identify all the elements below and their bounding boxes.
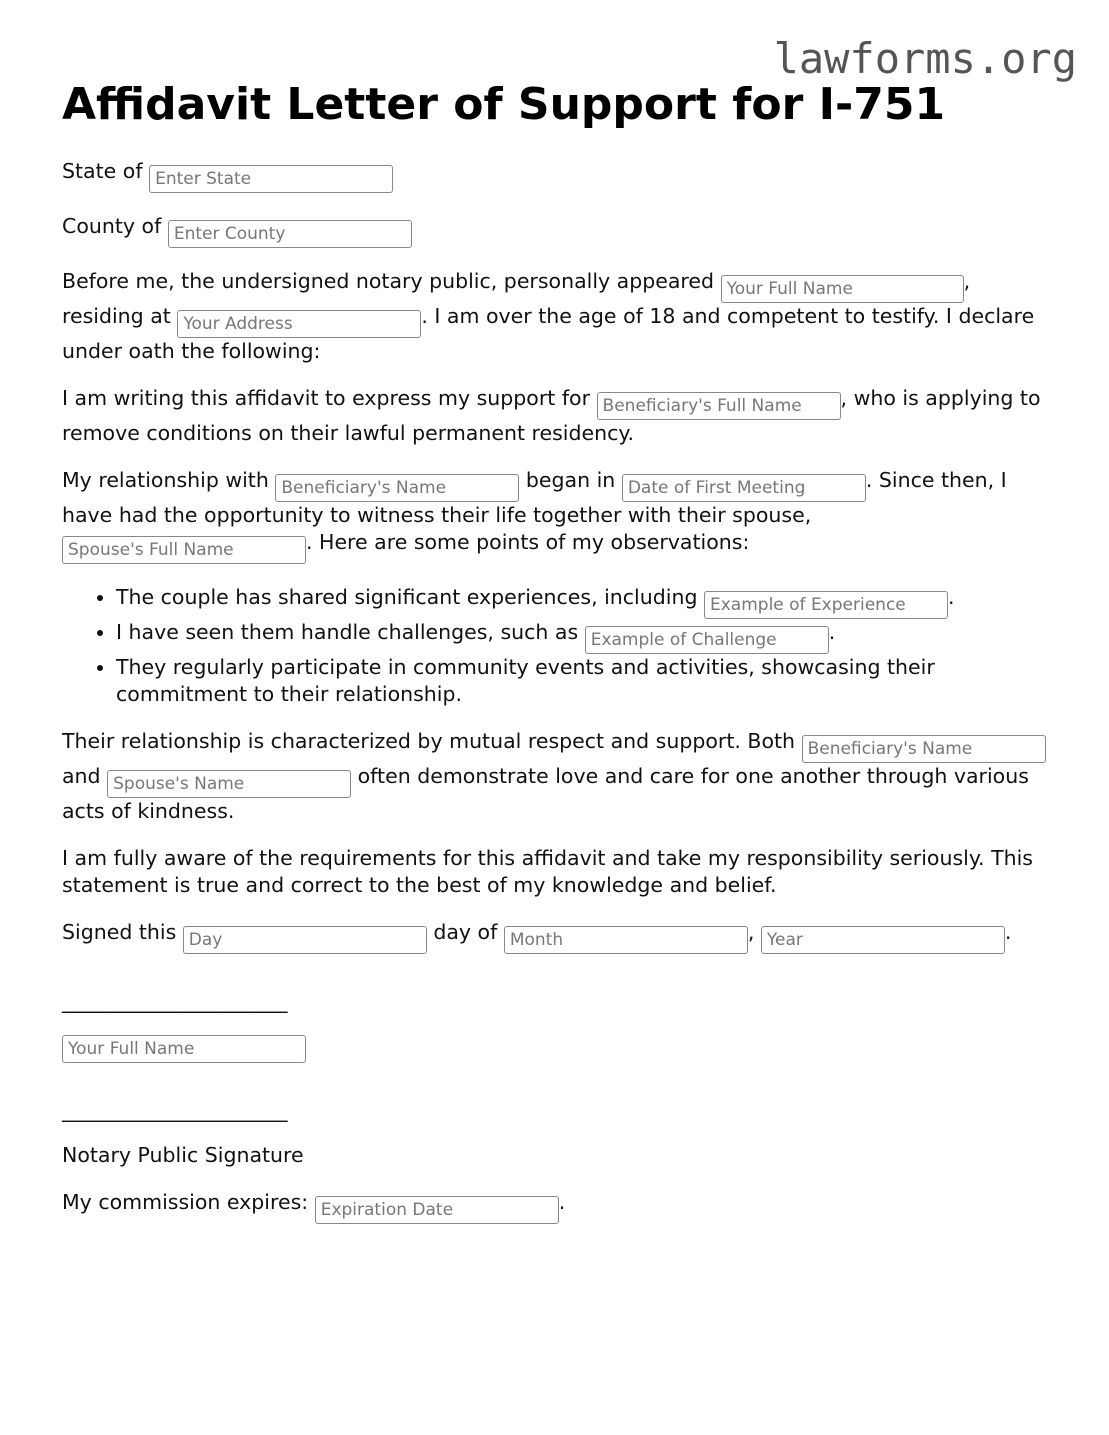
characterization-text-1: Their relationship is characterized by mutual respect and support. Both xyxy=(62,729,796,753)
commission-end: . xyxy=(558,1190,566,1214)
signed-text-2: day of xyxy=(433,920,498,944)
observations-list xyxy=(62,584,1052,708)
signed-row xyxy=(62,919,1052,954)
affiant-name-row xyxy=(62,1033,1052,1063)
observation-2-text: I have seen them handle challenges, such as xyxy=(116,620,579,644)
first-meeting-date-input[interactable] xyxy=(622,474,866,502)
notary-signature-line: ______________________ xyxy=(62,1098,288,1122)
affiant-printed-name-input[interactable] xyxy=(62,1035,306,1063)
relationship-text-4: . Here are some points of my observations: xyxy=(306,530,750,554)
county-input[interactable] xyxy=(168,220,412,248)
affiant-address-input[interactable] xyxy=(177,310,421,338)
page-title: Affidavit Letter of Support for I-751 xyxy=(62,79,946,130)
site-watermark: lawforms.org xyxy=(773,34,1077,83)
relationship-paragraph xyxy=(62,467,1052,564)
beneficiary-full-name-input[interactable] xyxy=(597,392,841,420)
county-row xyxy=(62,213,1052,248)
intro-text-1: Before me, the undersigned notary public, personally appeared xyxy=(62,269,715,293)
list-item xyxy=(116,584,1052,619)
signed-text-1: Signed this xyxy=(62,920,177,944)
spouse-full-name-input[interactable] xyxy=(62,536,306,564)
observation-1-text: The couple has shared significant experiences, including xyxy=(116,585,698,609)
support-paragraph xyxy=(62,385,1052,447)
commission-row xyxy=(62,1189,1052,1224)
commission-text: My commission expires: xyxy=(62,1190,309,1214)
relationship-text-2: began in xyxy=(525,468,616,492)
state-label: State of xyxy=(62,159,143,183)
observation-3-text: They regularly participate in community events and activities, showcasing their commitment to their relationship. xyxy=(116,655,935,706)
list-item xyxy=(116,619,1052,654)
notary-label: Notary Public Signature xyxy=(62,1143,304,1167)
year-input[interactable] xyxy=(761,926,1005,954)
list-item xyxy=(116,654,1052,708)
awareness-paragraph: I am fully aware of the requirements for this affidavit and take my responsibility seriously. This statement is true and correct to the best of my knowledge and belief. xyxy=(62,846,1033,897)
observation-2-end: . xyxy=(828,620,836,644)
intro-text-2: , residing at xyxy=(62,269,971,328)
day-input[interactable] xyxy=(183,926,427,954)
state-row xyxy=(62,158,1052,193)
county-label: County of xyxy=(62,214,162,238)
state-input[interactable] xyxy=(149,165,393,193)
observation-1-end: . xyxy=(948,585,955,609)
affiant-name-input[interactable] xyxy=(721,275,964,303)
relationship-text-1: My relationship with xyxy=(62,468,269,492)
relationship-text-3: . Since then, I have had the opportunity to witness their life together with their spouse, xyxy=(62,468,1007,527)
commission-expiration-input[interactable] xyxy=(315,1196,559,1224)
affidavit-form xyxy=(62,78,1052,1244)
experience-example-input[interactable] xyxy=(704,591,948,619)
characterization-paragraph xyxy=(62,728,1052,825)
characterization-text-2: and xyxy=(62,764,101,788)
beneficiary-name-input[interactable] xyxy=(275,474,519,502)
challenge-example-input[interactable] xyxy=(585,626,829,654)
characterization-text-3: often demonstrate love and care for one another through various acts of kindness. xyxy=(62,764,1029,823)
signed-text-4: . xyxy=(1004,920,1012,944)
affiant-signature-line: ______________________ xyxy=(62,989,288,1013)
characterization-spouse-input[interactable] xyxy=(107,770,351,798)
support-text-1: I am writing this affidavit to express my support for xyxy=(62,386,591,410)
intro-text-3: . I am over the age of 18 and competent to testify. I declare under oath the following: xyxy=(62,304,1035,363)
characterization-beneficiary-input[interactable] xyxy=(802,735,1046,763)
intro-paragraph xyxy=(62,268,1052,365)
month-input[interactable] xyxy=(504,926,748,954)
signed-text-3: , xyxy=(747,920,755,944)
support-text-2: , who is applying to remove conditions on their lawful permanent residency. xyxy=(62,386,1041,445)
